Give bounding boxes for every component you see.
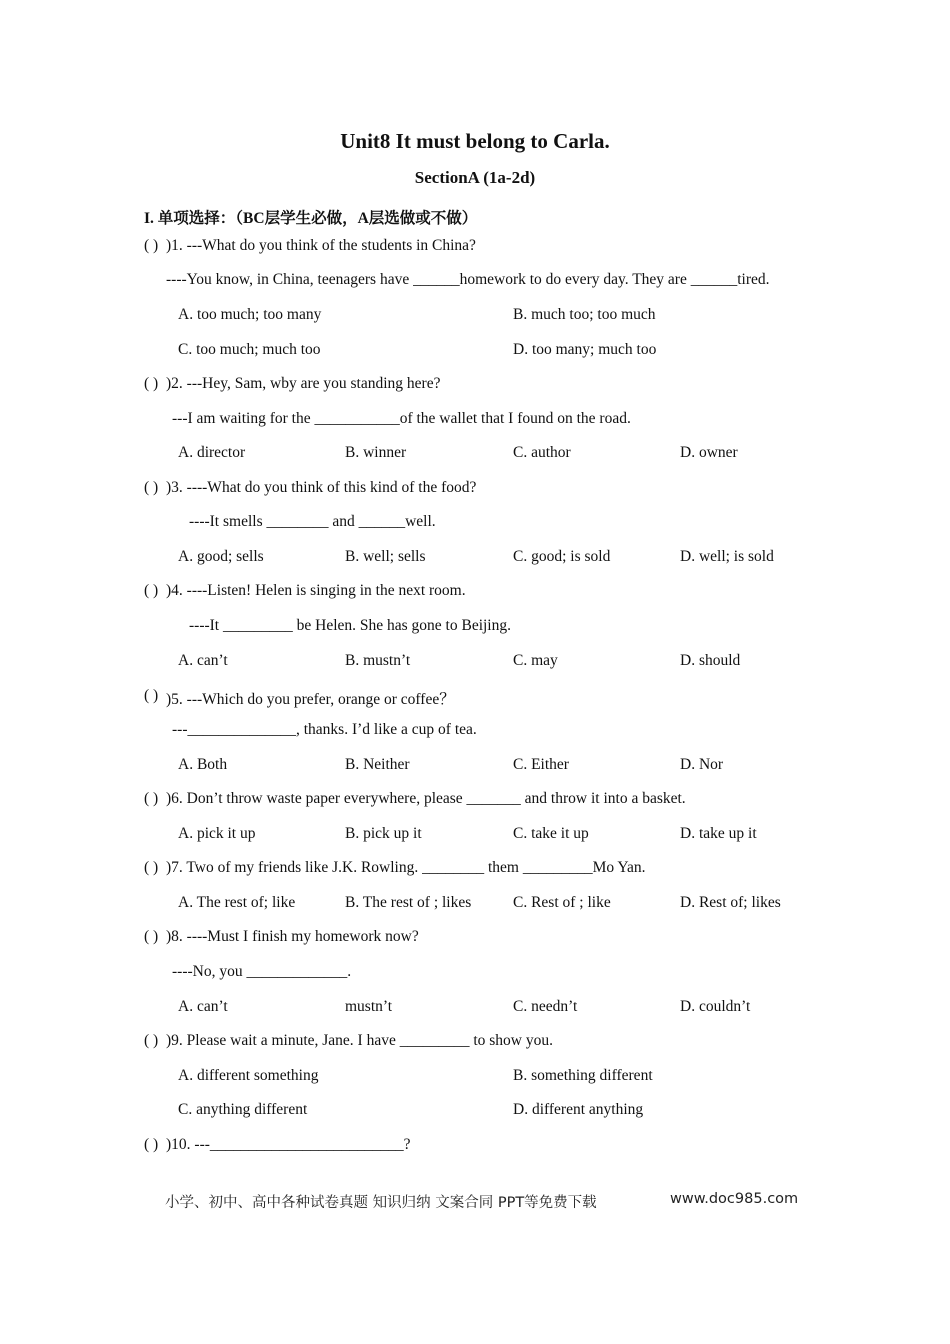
option: C. may — [513, 652, 558, 669]
option: D. owner — [680, 444, 738, 461]
option: B. Neither — [345, 756, 410, 773]
option: D. well; is sold — [680, 548, 774, 565]
option: D. different anything — [513, 1101, 644, 1118]
option: B. mustn’t — [345, 652, 411, 669]
option: A. too much; too many — [178, 306, 322, 323]
answer-bracket: ( ) — [144, 928, 159, 945]
answer-bracket: ( ) — [144, 479, 159, 496]
answer-bracket: ( ) — [144, 582, 159, 599]
option: A. can’t — [178, 998, 228, 1015]
option: C. needn’t — [513, 998, 578, 1015]
question-stem: )2. ---Hey, Sam, wby are you standing here? — [166, 375, 441, 392]
option: A. director — [178, 444, 246, 461]
footer-url: www.doc985.com — [670, 1191, 799, 1207]
answer-bracket: ( ) — [144, 687, 159, 704]
option: D. take up it — [680, 825, 757, 842]
answer-bracket: ( ) — [144, 859, 159, 876]
option: A. Both — [178, 756, 228, 773]
footer-text: 小学、初中、高中各种试卷真题 知识归纳 文案合同 PPT等免费下载 — [165, 1195, 597, 1211]
question-stem: )5. ---Which do you prefer, orange or coffee？ — [166, 691, 455, 708]
question-stem: )10. ---_________________________? — [166, 1136, 411, 1153]
answer-bracket: ( ) — [144, 375, 159, 392]
option: D. Nor — [680, 756, 724, 773]
option: A. The rest of; like — [178, 894, 296, 911]
section-heading: I. 单项选择：（BC层学生必做，A层选做或不做） — [144, 210, 478, 227]
question-stem: )1. ---What do you think of the students in China? — [166, 237, 476, 254]
option: D. too many; much too — [513, 341, 657, 358]
question-dialogue: ---______________, thanks. I’d like a cup of tea. — [172, 721, 477, 738]
option: A. can’t — [178, 652, 228, 669]
question-stem: )8. ----Must I finish my homework now? — [166, 928, 419, 945]
question-stem: )4. ----Listen! Helen is singing in the next room. — [166, 582, 466, 599]
question-stem: )7. Two of my friends like J.K. Rowling. ________ them _________Mo Yan. — [166, 859, 646, 876]
option: mustn’t — [345, 998, 393, 1015]
option: C. good; is sold — [513, 548, 611, 565]
question-stem: )9. Please wait a minute, Jane. I have _________ to show you. — [166, 1032, 553, 1049]
option: B. pick up it — [345, 825, 422, 842]
option: B. much too; too much — [513, 306, 656, 323]
option: C. take it up — [513, 825, 589, 842]
question-dialogue: ----It _________ be Helen. She has gone to Beijing. — [189, 617, 511, 634]
page-title: Unit8 It must belong to Carla. — [340, 129, 610, 153]
question-dialogue: ----It smells ________ and ______well. — [189, 513, 436, 530]
question-stem: )6. Don’t throw waste paper everywhere, please _______ and throw it into a basket. — [166, 790, 686, 807]
question-dialogue: ---I am waiting for the ___________of the wallet that I found on the road. — [172, 410, 631, 427]
option: D. should — [680, 652, 741, 669]
answer-bracket: ( ) — [144, 1136, 159, 1153]
option: A. good; sells — [178, 548, 264, 565]
page-subtitle: SectionA (1a-2d) — [414, 168, 536, 187]
question-dialogue: ----You know, in China, teenagers have ______homework to do every day. They are ______tired. — [166, 271, 770, 288]
option: A. pick it up — [178, 825, 256, 842]
option: B. something different — [513, 1067, 653, 1084]
option: C. too much; much too — [178, 341, 321, 358]
option: B. The rest of ; likes — [345, 894, 472, 911]
question-dialogue: ----No, you _____________. — [172, 963, 352, 980]
option: C. Either — [513, 756, 569, 773]
answer-bracket: ( ) — [144, 1032, 159, 1049]
answer-bracket: ( ) — [144, 790, 159, 807]
answer-bracket: ( ) — [144, 237, 159, 254]
option: C. Rest of ; like — [513, 894, 611, 911]
question-stem: )3. ----What do you think of this kind of the food? — [166, 479, 477, 496]
option: D. couldn’t — [680, 998, 751, 1015]
option: B. winner — [345, 444, 407, 461]
option: C. author — [513, 444, 571, 461]
option: B. well; sells — [345, 548, 426, 565]
option: A. different something — [178, 1067, 319, 1084]
option: C. anything different — [178, 1101, 308, 1118]
option: D. Rest of; likes — [680, 894, 781, 911]
